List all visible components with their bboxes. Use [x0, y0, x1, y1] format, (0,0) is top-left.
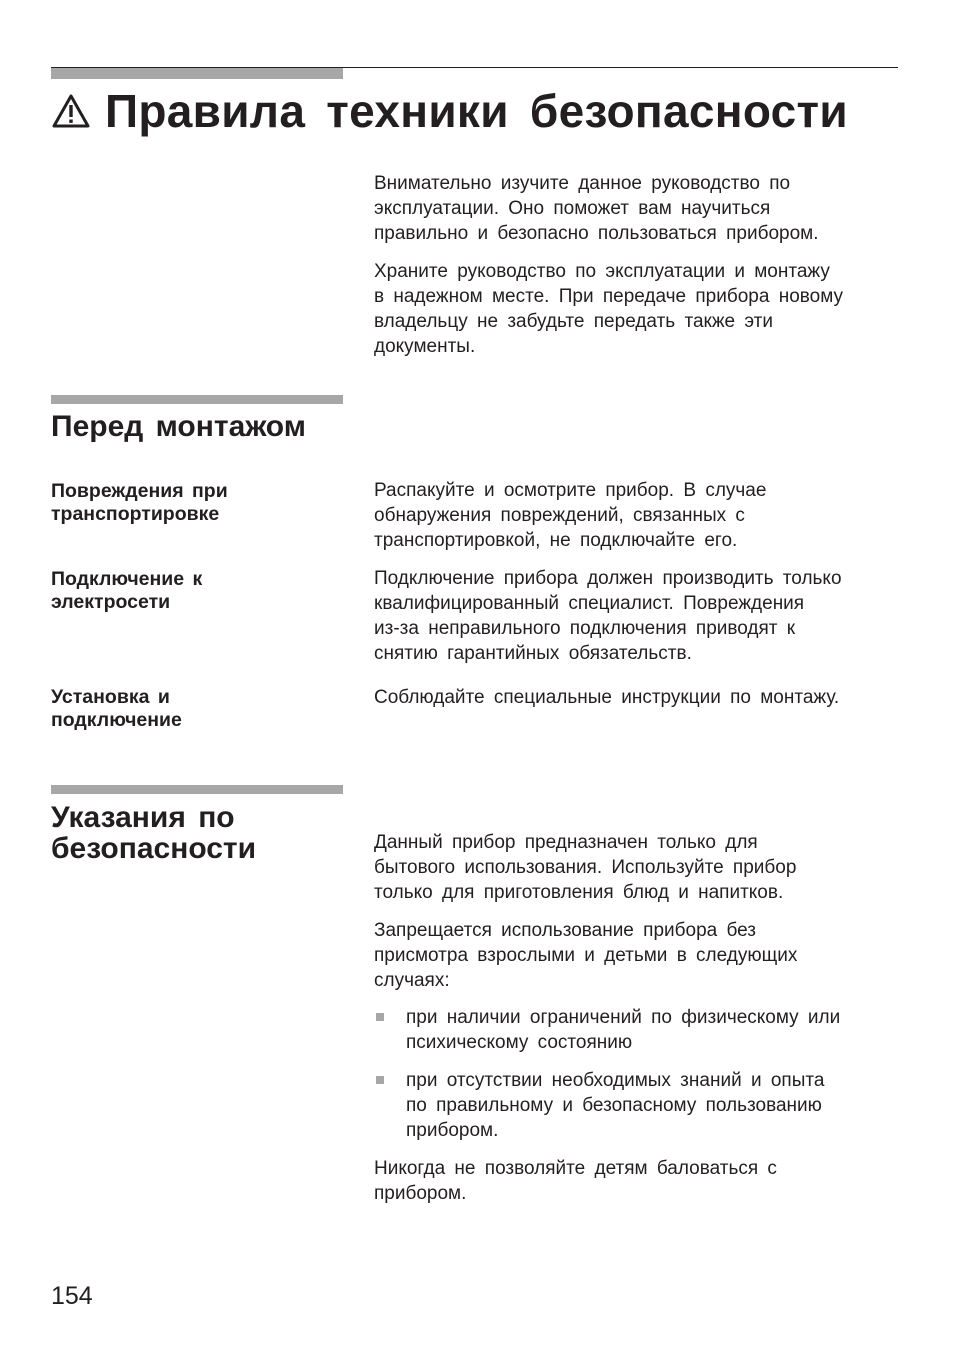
page-title-text: Правила техники безопасности: [105, 85, 848, 137]
section-rule-bar: [51, 785, 343, 794]
text-line: случаях:: [374, 970, 450, 991]
subheading-power-connection: [51, 568, 202, 614]
text-line: транспортировкой, не подключайте его.: [374, 530, 738, 551]
title-rule-bar: [51, 67, 343, 79]
warning-triangle-icon: [51, 93, 91, 129]
section-heading-safety: [51, 802, 256, 864]
text-line: Подключение к: [51, 568, 203, 590]
safety-paragraph-2: [374, 918, 904, 993]
paragraph-installation: [374, 685, 904, 710]
paragraph-power-connection: [374, 566, 904, 666]
section-heading-before-installation: Перед монтажом: [51, 410, 306, 443]
bullet-item: [406, 1068, 936, 1143]
text-line: снятию гарантийных обязательств.: [374, 643, 692, 664]
text-line: психическому состоянию: [406, 1032, 633, 1053]
text-line: документы.: [374, 336, 476, 357]
text-line: Повреждения при: [51, 480, 228, 502]
title-rule-line: [51, 67, 898, 68]
text-line: Подключение прибора должен производить только: [374, 568, 842, 589]
text-line: из-за неправильного подключения приводят к: [374, 618, 796, 639]
safety-paragraph-3: [374, 1156, 904, 1206]
text-line: эксплуатации. Оно поможет вам научиться: [374, 198, 771, 219]
gray-square-bullet-icon: [376, 1013, 384, 1021]
subheading-transport-damage: [51, 480, 228, 526]
safety-paragraph-1: [374, 830, 904, 905]
text-line: при отсутствии необходимых знаний и опыта: [406, 1070, 825, 1091]
text-line: обнаружения повреждений, связанных с: [374, 505, 745, 526]
bullet-item: [406, 1005, 936, 1055]
text-line: в надежном месте. При передаче прибора новому: [374, 286, 844, 307]
text-line: Распакуйте и осмотрите прибор. В случае: [374, 480, 767, 501]
subheading-installation: [51, 686, 182, 732]
intro-paragraph-1: [374, 171, 904, 246]
section-rule-bar: [51, 395, 343, 404]
gray-square-bullet-icon: [376, 1076, 384, 1084]
text-line: прибором.: [406, 1120, 499, 1141]
intro-paragraph-2: [374, 259, 904, 359]
text-line: бытового использования. Используйте прибор: [374, 857, 797, 878]
text-line: по правильному и безопасному пользованию: [406, 1095, 822, 1116]
page-title: [51, 84, 848, 138]
text-line: Данный прибор предназначен только для: [374, 832, 758, 853]
text-line: Запрещается использование прибора без: [374, 920, 757, 941]
text-line: квалифицированный специалист. Повреждения: [374, 593, 805, 614]
text-line: Храните руководство по эксплуатации и монтажу: [374, 261, 830, 282]
text-line: транспортировке: [51, 503, 220, 525]
text-line: Внимательно изучите данное руководство по: [374, 173, 791, 194]
text-line: Установка и: [51, 686, 170, 708]
text-line: владельцу не забудьте передать также эти: [374, 311, 773, 332]
text-line: при наличии ограничений по физическому или: [406, 1007, 841, 1028]
text-line: безопасности: [51, 832, 257, 865]
text-line: только для приготовления блюд и напитков.: [374, 882, 784, 903]
text-line: правильно и безопасно пользоваться прибором.: [374, 223, 819, 244]
page-number: 154: [51, 1282, 93, 1310]
text-line: прибором.: [374, 1183, 467, 1204]
text-line: подключение: [51, 709, 182, 731]
text-line: Никогда не позволяйте детям баловаться с: [374, 1158, 777, 1179]
text-line: присмотра взрослыми и детьми в следующих: [374, 945, 798, 966]
text-line: Указания по: [51, 801, 235, 834]
paragraph-transport-damage: [374, 478, 904, 553]
text-line: Соблюдайте специальные инструкции по монтажу.: [374, 687, 840, 708]
text-line: электросети: [51, 591, 171, 613]
